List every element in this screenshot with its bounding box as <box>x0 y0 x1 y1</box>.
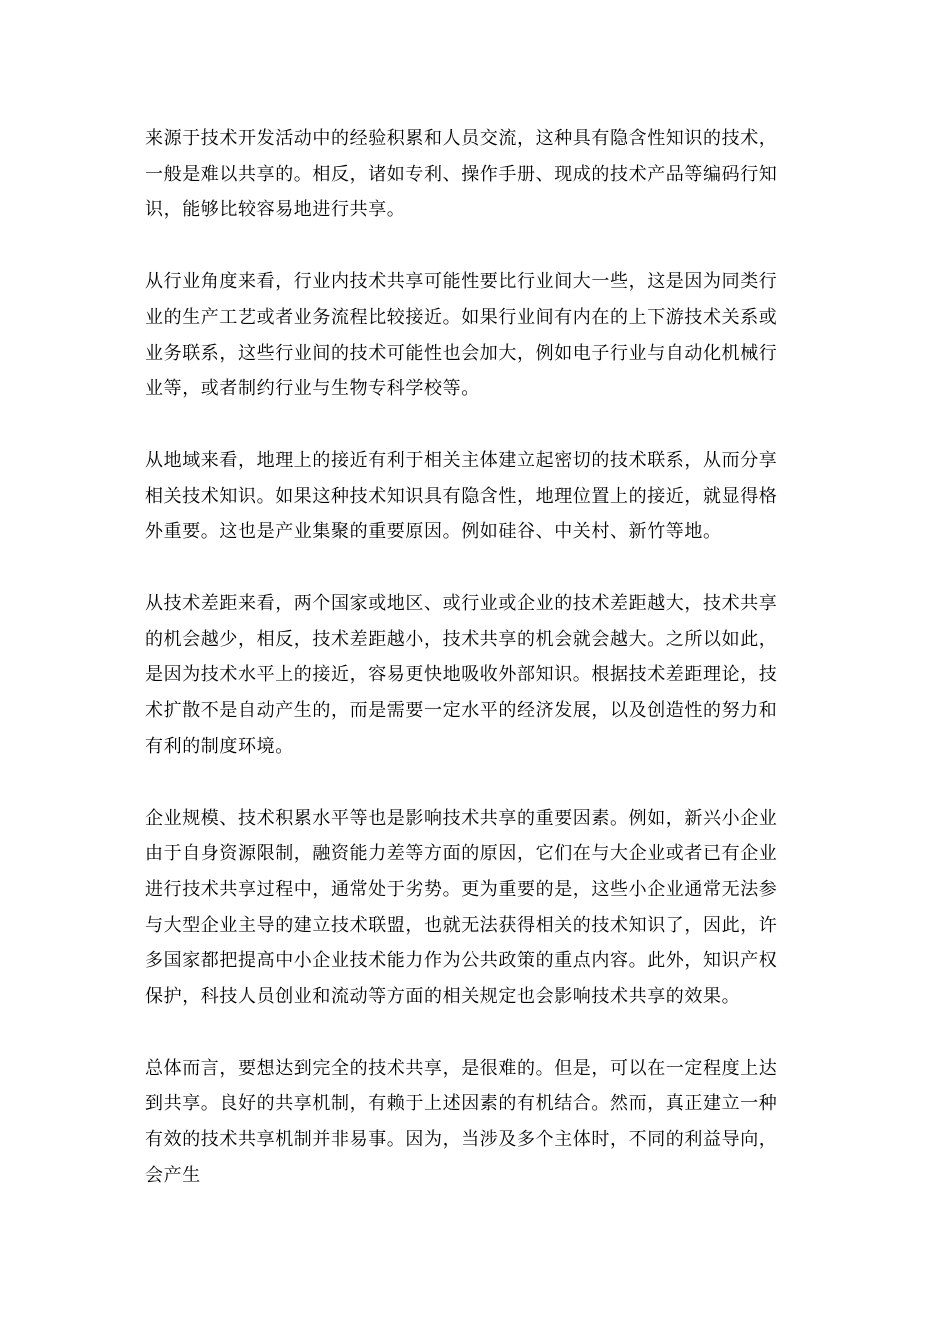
paragraph-2: 从行业角度来看，行业内技术共享可能性要比行业间大一些，这是因为同类行 业的生产工艺或者业务流程比较接近。如果行业间有内在的上下游技术关系或 业务联系，这些行业间的技术可能性也会加大，例如电子行业与自动化机械行 业等，或者制约行业与生物专科学校等。 <box>145 271 778 400</box>
paragraph-1: 来源于技术开发活动中的经验积累和人员交流，这种具有隐含性知识的技术， 一般是难以共享的。相反，诸如专利、操作手册、现成的技术产品等编码行知 识，能够比较容易地进行共享。 <box>145 128 778 221</box>
paragraph-5: 企业规模、技术积累水平等也是影响技术共享的重要因素。例如，新兴小企业 由于自身资源限制，融资能力差等方面的原因，它们在与大企业或者已有企业 进行技术共享过程中，通常处于劣势。更为重要的是，这些小企业通常无法参 与大型企业主导的建立技术联盟，也就无法获得相关的技术知识了，因此，许 多国家都把提高中小企业技术能力作为公共政策的重点内容。此外，知识产权 保护，科技人员创业和流动等方面的相关规定也会影响技术共享的效果。 <box>145 807 778 1008</box>
paragraph-4: 从技术差距来看，两个国家或地区、或行业或企业的技术差距越大，技术共享 的机会越少，相反，技术差距越小，技术共享的机会就会越大。之所以如此， 是因为技术水平上的接近，容易更快地吸收外部知识。根据技术差距理论，技 术扩散不是自动产生的，而是需要一定水平的经济发展，以及创造性的努力和 有利的制度环境。 <box>145 593 778 757</box>
document-body <box>145 121 810 1230</box>
paragraph-6: 总体而言，要想达到完全的技术共享，是很难的。但是，可以在一定程度上达 到共享。良好的共享机制，有赖于上述因素的有机结合。然而，真正建立一种 有效的技术共享机制并非易事。因为，当涉及多个主体时，不同的利益导向， 会产生 <box>145 1057 778 1186</box>
paragraph-3: 从地域来看，地理上的接近有利于相关主体建立起密切的技术联系，从而分享 相关技术知识。如果这种技术知识具有隐含性，地理位置上的接近，就显得格 外重要。这也是产业集聚的重要原因。例如硅谷、中关村、新竹等地。 <box>145 449 778 543</box>
